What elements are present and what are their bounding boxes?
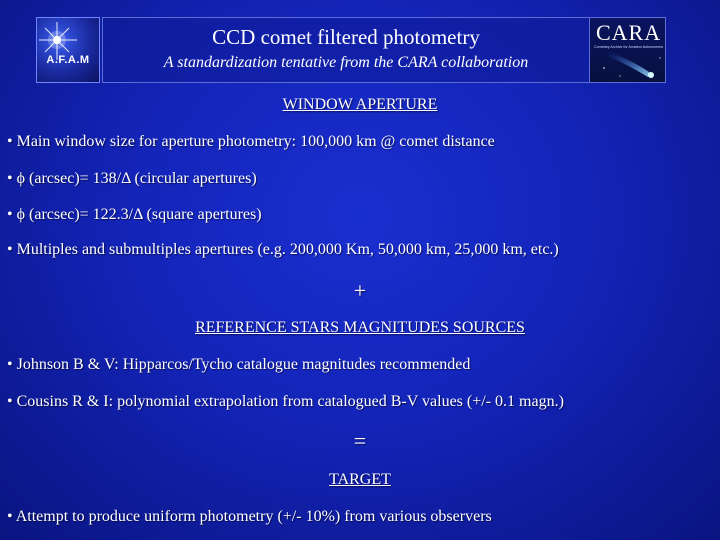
reference-bullet-1: • Johnson B & V: Hipparcos/Tycho catalogue magnitudes recommended — [7, 356, 471, 373]
cara-logo-text: CARA — [596, 20, 662, 45]
window-bullet-3: • ϕ (arcsec)= 122.3/Δ (square apertures) — [7, 206, 262, 223]
cara-logo — [589, 17, 666, 83]
target-bullet-1: • Attempt to produce uniform photometry (+/- 10%) from various observers — [7, 508, 492, 525]
reference-stars-heading: REFERENCE STARS MAGNITUDES SOURCES — [195, 319, 525, 336]
equals-symbol: = — [353, 428, 367, 453]
reference-bullet-2: • Cousins R & I: polynomial extrapolation from catalogued B-V values (+/- 0.1 magn.) — [7, 393, 564, 410]
plus-symbol: + — [353, 278, 367, 303]
window-bullet-4: • Multiples and submultiples apertures (e.g. 200,000 Km, 50,000 km, 25,000 km, etc.) — [7, 241, 559, 258]
window-bullet-1: • Main window size for aperture photometry: 100,000 km @ comet distance — [7, 133, 495, 150]
slide-header — [36, 17, 666, 83]
window-aperture-heading: WINDOW APERTURE — [282, 96, 438, 113]
star-burst-icon — [37, 18, 100, 83]
cara-logo-caption: Cometary Archive for Amateur Astronomers — [594, 45, 664, 49]
slide-subtitle: A standardization tentative from the CARA collaboration — [163, 54, 529, 71]
window-bullet-2: • ϕ (arcsec)= 138/Δ (circular apertures) — [7, 170, 257, 187]
afam-logo — [36, 17, 100, 83]
slide-title: CCD comet filtered photometry — [212, 25, 480, 49]
title-box — [102, 17, 590, 83]
target-heading: TARGET — [329, 471, 391, 488]
afam-logo-text: A.F.A.M — [46, 54, 90, 66]
